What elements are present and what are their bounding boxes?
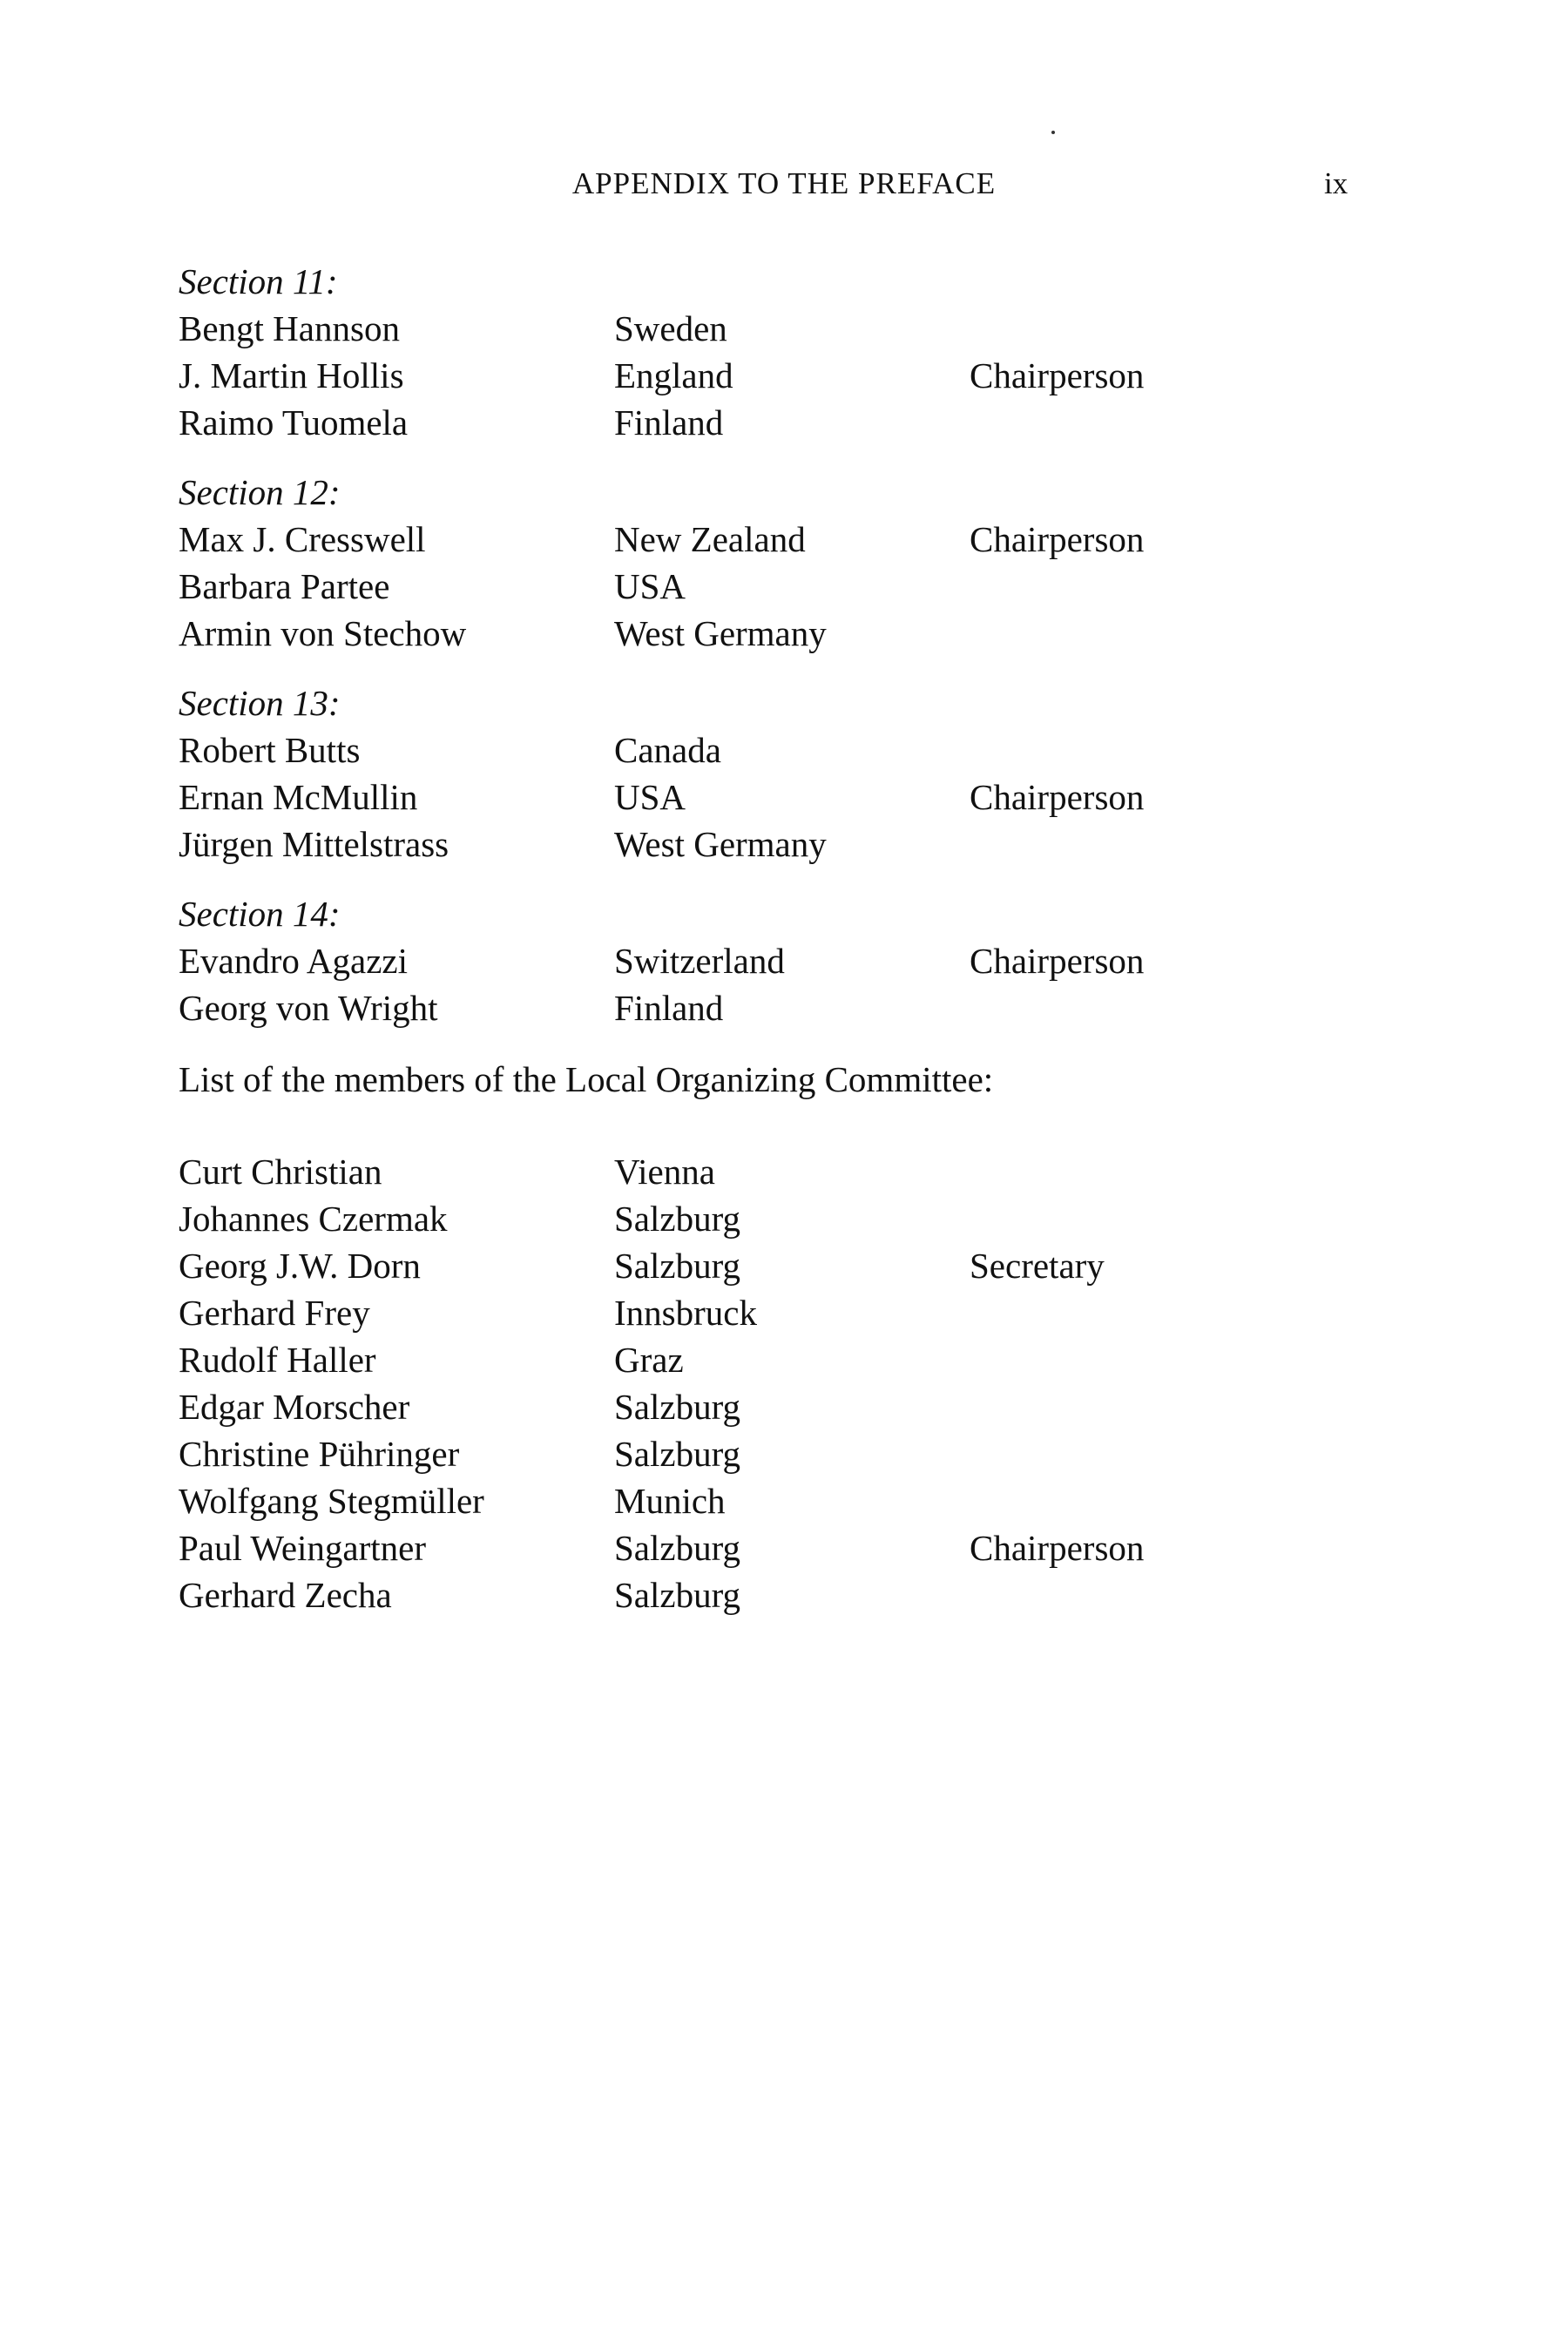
member-name: Christine Pühringer <box>179 1434 460 1474</box>
member-row <box>179 937 1398 984</box>
member-name: Gerhard Frey <box>179 1293 370 1333</box>
member-place: Vienna <box>614 1152 715 1192</box>
member-place: New Zealand <box>614 519 806 559</box>
section-heading: Section 14: <box>179 894 341 934</box>
member-name: Rudolf Haller <box>179 1340 376 1380</box>
member-name: Curt Christian <box>179 1152 382 1192</box>
section-12 <box>179 469 1398 657</box>
member-name: J. Martin Hollis <box>179 355 404 395</box>
member-row <box>179 563 1398 610</box>
member-place: England <box>614 355 733 395</box>
member-place: Finland <box>614 402 724 443</box>
member-name: Paul Weingartner <box>179 1528 426 1568</box>
section-heading: Section 12: <box>179 472 341 512</box>
committee-intro: List of the members of the Local Organizing Committee: <box>179 1059 994 1099</box>
member-place: Salzburg <box>614 1528 741 1568</box>
member-place: Switzerland <box>614 941 785 981</box>
member-role: Chairperson <box>970 355 1145 395</box>
member-row <box>179 399 1398 446</box>
member-name: Georg von Wright <box>179 988 438 1028</box>
member-name: Johannes Czermak <box>179 1199 448 1239</box>
member-name: Gerhard Zecha <box>179 1575 392 1615</box>
section-heading: Section 11: <box>179 261 338 301</box>
member-role: Chairperson <box>970 941 1145 981</box>
member-place: Salzburg <box>614 1575 741 1615</box>
committee-row <box>179 1383 1398 1430</box>
page-content <box>179 258 1398 1618</box>
committee-row <box>179 1195 1398 1242</box>
member-place: Munich <box>614 1481 726 1521</box>
page-number: ix <box>1324 166 1348 200</box>
committee-row <box>179 1477 1398 1524</box>
member-row <box>179 984 1398 1031</box>
member-place: Innsbruck <box>614 1293 757 1333</box>
committee-row <box>179 1289 1398 1336</box>
section-11 <box>179 258 1398 446</box>
committee-row <box>179 1148 1398 1195</box>
member-place: West Germany <box>614 613 827 653</box>
member-role: Chairperson <box>970 1528 1145 1568</box>
member-name: Wolfgang Stegmüller <box>179 1481 484 1521</box>
member-place: USA <box>614 777 686 817</box>
committee-row <box>179 1430 1398 1477</box>
member-role: Secretary <box>970 1246 1105 1286</box>
member-row <box>179 726 1398 774</box>
member-row <box>179 610 1398 657</box>
member-place: Graz <box>614 1340 684 1380</box>
member-name: Jürgen Mittelstrass <box>179 824 449 864</box>
member-place: Finland <box>614 988 724 1028</box>
member-row <box>179 352 1398 399</box>
member-role: Chairperson <box>970 519 1145 559</box>
member-name: Ernan McMullin <box>179 777 418 817</box>
member-name: Robert Butts <box>179 730 361 770</box>
member-name: Edgar Morscher <box>179 1387 410 1427</box>
member-place: Salzburg <box>614 1387 741 1427</box>
member-name: Raimo Tuomela <box>179 402 409 443</box>
member-place: Canada <box>614 730 721 770</box>
member-place: Salzburg <box>614 1434 741 1474</box>
member-row <box>179 305 1398 352</box>
member-role: Chairperson <box>970 777 1145 817</box>
member-name: Armin von Stechow <box>179 613 467 653</box>
committee-list <box>179 1148 1398 1618</box>
committee-row <box>179 1242 1398 1289</box>
member-place: USA <box>614 566 686 606</box>
member-row <box>179 821 1398 868</box>
member-place: Salzburg <box>614 1246 741 1286</box>
member-row <box>179 774 1398 821</box>
committee-row <box>179 1336 1398 1383</box>
section-heading: Section 13: <box>179 683 341 723</box>
section-13 <box>179 679 1398 868</box>
section-14 <box>179 890 1398 1031</box>
member-name: Barbara Partee <box>179 566 390 606</box>
stray-dot-mark <box>1051 131 1055 134</box>
committee-row <box>179 1571 1398 1618</box>
member-row <box>179 516 1398 563</box>
running-head <box>0 162 1568 206</box>
member-place: Salzburg <box>614 1199 741 1239</box>
member-name: Max J. Cresswell <box>179 519 426 559</box>
member-place: Sweden <box>614 308 727 348</box>
member-place: West Germany <box>614 824 827 864</box>
member-name: Evandro Agazzi <box>179 941 408 981</box>
member-name: Georg J.W. Dorn <box>179 1246 421 1286</box>
running-title: APPENDIX TO THE PREFACE <box>571 166 997 200</box>
committee-row <box>179 1524 1398 1571</box>
member-name: Bengt Hannson <box>179 308 400 348</box>
